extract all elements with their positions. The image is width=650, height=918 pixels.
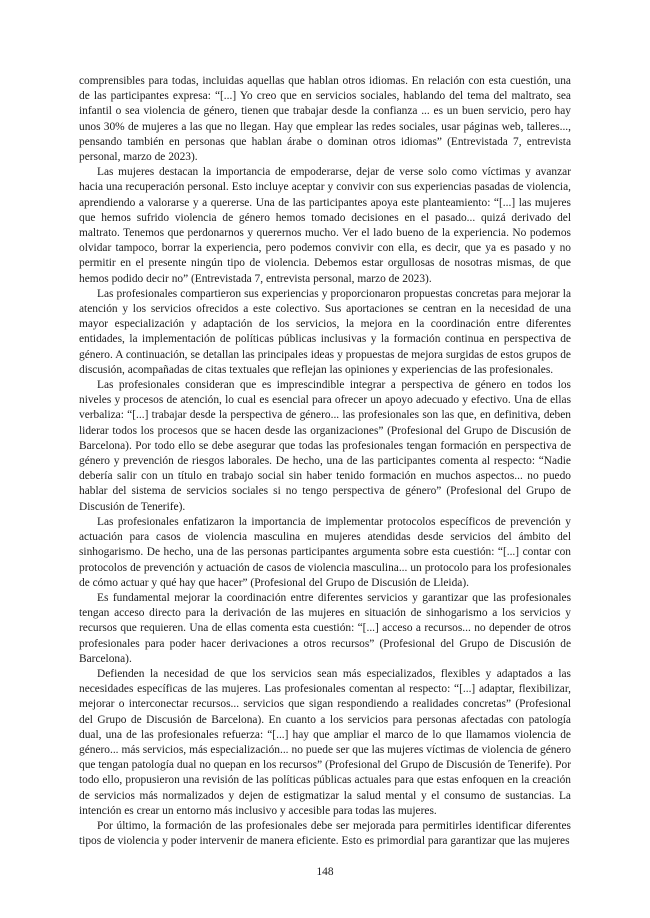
- paragraph-specialized-services: Defienden la necesidad de que los servicios sean más especializados, flexibles y adaptados a las necesidades específicas de las mujeres. Las profesionales comentan al respecto: “[...] adaptar, flexibilizar, mejorar o interconectar recursos... servicios que sigan respondiendo a realidades concretas” (Profesional del Grupo de Discusión de Barcelona). En cuanto a los servicios para personas afectadas con patología dual, una de las profesionales refuerza: “[...] hay que ampliar el marco de lo que llamamos violencia de género... más servicios, más especialización... no puede ser que las mujeres víctimas de violencia de género que tengan patología dual no quepan en los recursos” (Profesional del Grupo de Discusión de Tenerife). Por todo ello, propusieron una revisión de las políticas públicas actuales para que estas enfoquen en la creación de servicios más normalizados y dejen de estigmatizar la salud mental y el consumo de sustancias. La intención es crear un entorno más inclusivo y accesible para todas las mujeres.: [79, 667, 571, 817]
- paragraph-protocols: Las profesionales enfatizaron la importancia de implementar protocolos específicos de prevención y actuación para casos de violencia masculina en mujeres atendidas desde servicios del ámbito del sinhogarismo. De hecho, una de las personas participantes argumenta sobre esta cuestión: “[...] contar con protocolos de prevención y actuación de casos de violencia masculina... un protocolo para los profesionales de cómo actuar y qué hay que hacer” (Profesional del Grupo de Discusión de Lleida).: [79, 515, 571, 589]
- paragraph-training: Por último, la formación de las profesionales debe ser mejorada para permitirles identificar diferentes tipos de violencia y poder intervenir de manera eficiente. Esto es primordial para garantizar que las mujeres: [79, 819, 571, 848]
- paragraph-continuation: comprensibles para todas, incluidas aquellas que hablan otros idiomas. En relación con esta cuestión, una de las participantes expresa: “[...] Yo creo que en servicios sociales, hablando del tema del maltrato, sea infantil o sea violencia de género, tienen que trabajar desde la confianza ... es un buen servicio, pero hay unos 30% de mujeres a las que no llegan. Hay que emplear las redes sociales, usar páginas web, talleres..., pensando también en personas que hablan árabe o dominan otros idiomas” (Entrevistada 7, entrevista personal, marzo de 2023).: [79, 75, 571, 164]
- paragraph-gender-perspective: Las profesionales consideran que es imprescindible integrar a perspectiva de género en todos los niveles y procesos de atención, lo cual es esencial para ofrecer un apoyo adecuado y efectivo. Una de ellas verbaliza: “[...] trabajar desde la perspectiva de género... las profesionales son las que, en definitiva, deben liderar todos los procesos que se hacen desde las organizaciones” (Profesional del Grupo de Discusión de Barcelona). Por todo ello se debe asegurar que todas las profesionales tengan formación en perspectiva de género y prevención de riesgos laborales. De hecho, una de las participantes comenta al respecto: “Nadie debería salir con un título en trabajo social sin haber tenido formación en muchos aspectos... no puedo hablar del sistema de servicios sociales si no tengo perspectiva de género” (Profesional del Grupo de Discusión de Tenerife).: [79, 379, 571, 513]
- paragraph-coordination: Es fundamental mejorar la coordinación entre diferentes servicios y garantizar que las profesionales tengan acceso directo para la derivación de las mujeres en situación de sinhogarismo a los servicios y recursos que requieren. Una de ellas comenta esta cuestión: “[...] acceso a recursos... no depender de otros profesionales para poder hacer derivaciones a otros recursos” (Profesional del Grupo de Discusión de Barcelona).: [79, 591, 571, 665]
- paragraph-professionals-proposals: Las profesionales compartieron sus experiencias y proporcionaron propuestas concretas para mejorar la atención y los servicios ofrecidos a este colectivo. Sus aportaciones se centran en la necesidad de una mayor especialización y adaptación de los servicios, la mejora en la coordinación entre diferentes entidades, la implementación de políticas públicas inclusivas y la formación continua en perspectiva de género. A continuación, se detallan las principales ideas y propuestas de mejora surgidas de estos grupos de discusión, acompañadas de citas textuales que reflejan las opiniones y experiencias de las profesionales.: [79, 287, 571, 376]
- paragraph-empowerment: Las mujeres destacan la importancia de empoderarse, dejar de verse solo como víctimas y avanzar hacia una recuperación personal. Esto incluye aceptar y convivir con sus experiencias pasadas de violencia, aprendiendo a valorarse y a quererse. Una de las participantes apoya este planteamiento: “[...] las mujeres que hemos sufrido violencia de género hemos tomado decisiones en el pasado... quizá derivado del maltrato. Tenemos que perdonarnos y querernos mucho. Ver el lado bueno de la experiencia. No podemos olvidar tampoco, borrar la experiencia, pero podemos convivir con ella, es decir, que ya es pasado y no permitir en el presente ningún tipo de violencia. Debemos estar orgullosas de nosotras mismas, de que hemos podido decir no” (Entrevistada 7, entrevista personal, marzo de 2023).: [79, 166, 571, 285]
- page-number: 148: [316, 866, 334, 878]
- document-body: [79, 74, 571, 849]
